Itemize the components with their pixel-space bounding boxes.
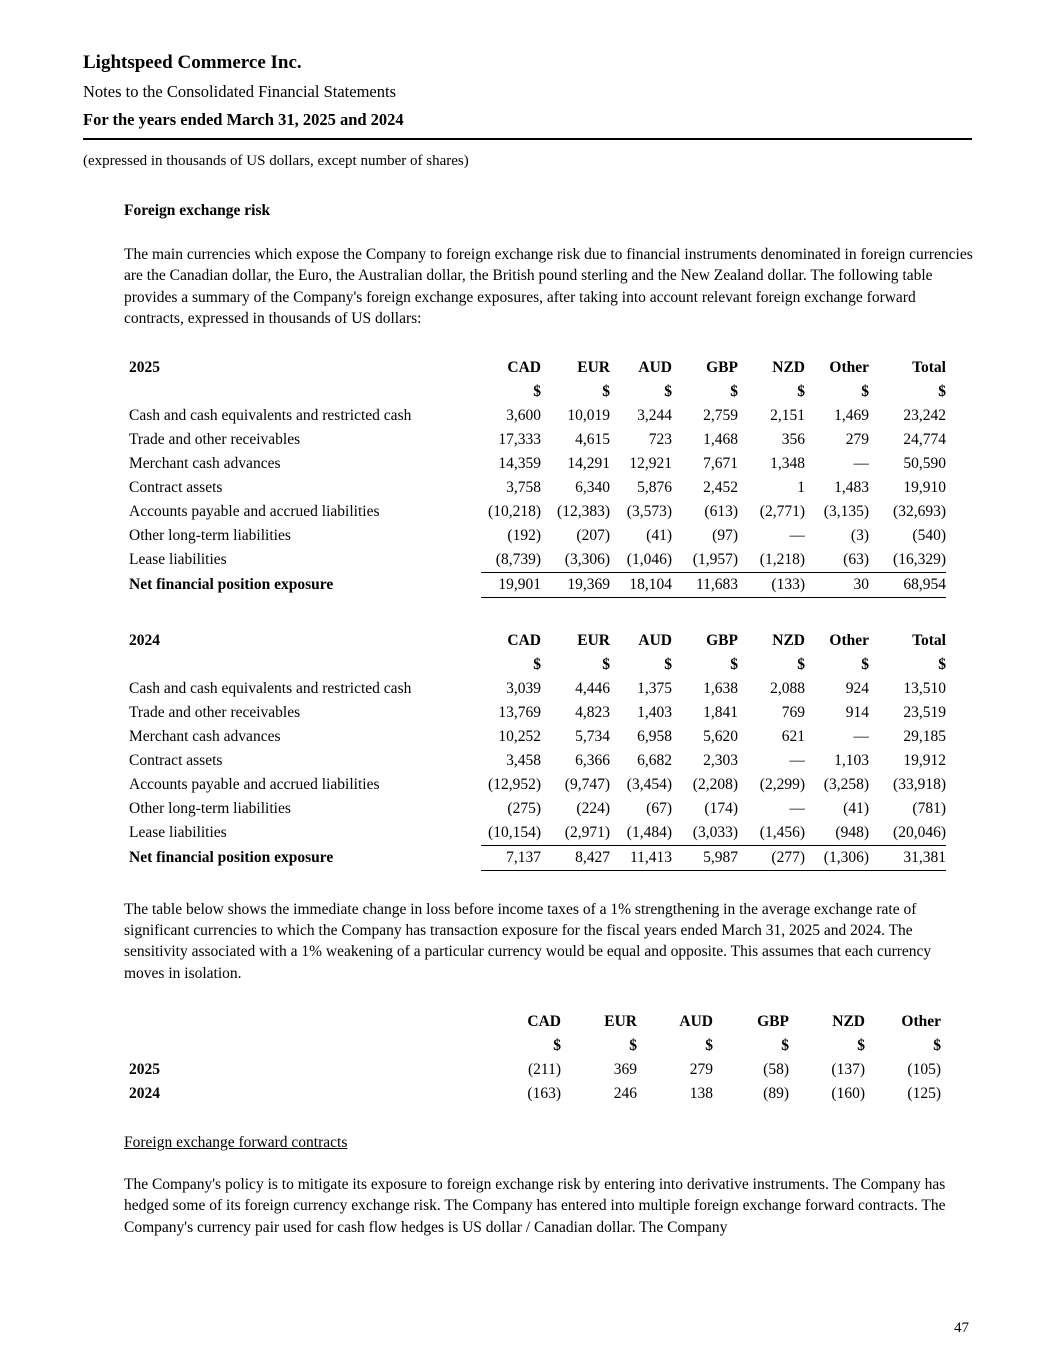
row-label: Lease liabilities xyxy=(129,824,227,841)
table-row xyxy=(129,1058,941,1082)
cell-value: 1,103 xyxy=(834,751,869,769)
cell-value: (948) xyxy=(835,823,869,841)
cell-value: (3) xyxy=(850,526,869,544)
cell-value: (33,918) xyxy=(893,775,946,793)
cell-value: (540) xyxy=(912,526,946,544)
table-year-label xyxy=(129,1010,485,1034)
cell-value: 1 xyxy=(797,478,805,496)
cell-value: (58) xyxy=(763,1061,789,1078)
cell-value: 621 xyxy=(781,727,805,745)
cell-value: 6,682 xyxy=(637,751,672,769)
cell-value: (12,383) xyxy=(557,502,610,520)
expressed-note: (expressed in thousands of US dollars, except number of shares) xyxy=(83,153,469,169)
currency-symbol-cell: $ xyxy=(797,382,805,400)
cell-value: 29,185 xyxy=(903,727,946,745)
cell-value: 279 xyxy=(689,1061,713,1078)
forward-contracts-heading: Foreign exchange forward contracts xyxy=(124,1134,348,1151)
column-header-eur: EUR xyxy=(577,358,610,376)
currency-symbol-cell: $ xyxy=(705,1037,713,1054)
column-header-aud: AUD xyxy=(638,358,672,376)
column-header-nzd: NZD xyxy=(772,631,805,649)
cell-value: 246 xyxy=(613,1085,637,1102)
cell-value: 50,590 xyxy=(903,454,946,472)
total-cell-value: (277) xyxy=(738,845,805,870)
cell-value: 279 xyxy=(845,430,869,448)
cell-value: (89) xyxy=(763,1085,789,1102)
column-header-eur: EUR xyxy=(577,631,610,649)
table-row xyxy=(129,821,946,846)
total-cell-value: 8,427 xyxy=(541,845,610,870)
cell-value: (2,771) xyxy=(759,502,805,520)
section-heading: Foreign exchange risk xyxy=(124,202,271,219)
column-header-nzd: NZD xyxy=(772,358,805,376)
table-year-label: 2024 xyxy=(129,631,160,649)
table-row xyxy=(129,677,946,701)
cell-value: (9,747) xyxy=(564,775,610,793)
cell-value: 5,876 xyxy=(637,478,672,496)
table-row xyxy=(129,428,946,452)
column-header-aud: AUD xyxy=(679,1013,713,1030)
cell-value: (41) xyxy=(843,799,869,817)
total-cell-value: 30 xyxy=(805,572,869,597)
currency-symbol-row xyxy=(129,1034,941,1058)
cell-value: (8,739) xyxy=(495,550,541,568)
cell-value: (12,952) xyxy=(488,775,541,793)
cell-value: 3,600 xyxy=(506,406,541,424)
cell-value: 1,348 xyxy=(770,454,805,472)
spacer-cell xyxy=(129,380,481,404)
currency-symbol-cell: $ xyxy=(938,382,946,400)
exposure-table-2024 xyxy=(129,629,946,871)
table-row xyxy=(129,500,946,524)
total-cell-value: 11,683 xyxy=(672,572,738,597)
cell-value: (224) xyxy=(576,799,610,817)
row-label: Cash and cash equivalents and restricted cash xyxy=(129,679,412,697)
cell-value: (163) xyxy=(527,1085,561,1102)
cell-value: 2,088 xyxy=(770,679,805,697)
cell-value: — xyxy=(789,751,805,769)
column-header-gbp: GBP xyxy=(757,1013,789,1030)
table-row xyxy=(129,773,946,797)
table-row xyxy=(129,701,946,725)
cell-value: (32,693) xyxy=(893,502,946,520)
column-header-cad: CAD xyxy=(507,358,541,376)
total-cell-value: 7,137 xyxy=(481,845,541,870)
sensitivity-table xyxy=(129,1010,941,1106)
cell-value: 769 xyxy=(781,703,805,721)
cell-value: (3,454) xyxy=(626,775,672,793)
table-header-row xyxy=(129,629,946,653)
row-label: Contract assets xyxy=(129,478,223,496)
currency-symbol-cell: $ xyxy=(781,1037,789,1054)
table-row xyxy=(129,725,946,749)
cell-value: 5,620 xyxy=(703,727,738,745)
cell-value: 19,912 xyxy=(903,751,946,769)
total-cell-value: (1,306) xyxy=(805,845,869,870)
cell-value: (105) xyxy=(907,1061,941,1078)
currency-symbol-cell: $ xyxy=(797,655,805,673)
row-label: Accounts payable and accrued liabilities xyxy=(129,775,380,793)
cell-value: 24,774 xyxy=(903,430,946,448)
sensitivity-paragraph: The table below shows the immediate change in loss before income taxes of a 1% strengthening in the average exchange rate of significant currencies to which the Company has transaction exposure for the fiscal years ended March 31, 2025 and 2024. The sensitivity associated with a 1% weakening of a particular currency would be equal and opposite. This assumes that each currency moves in isolation. xyxy=(124,900,932,982)
total-row-label: Net financial position exposure xyxy=(129,576,334,593)
cell-value: (3,033) xyxy=(692,823,738,841)
currency-symbol-cell: $ xyxy=(533,655,541,673)
spacer-cell xyxy=(129,653,481,677)
cell-value: — xyxy=(853,454,869,472)
table-row xyxy=(129,548,946,573)
forward-contracts-paragraph: The Company's policy is to mitigate its exposure to foreign exchange risk by entering into derivative instruments. The Company has hedged some of its foreign currency exchange risk. The Company has entered into multiple foreign exchange forward contracts. The Company's currency pair used for cash flow hedges is US dollar / Canadian dollar. The Company xyxy=(124,1176,946,1236)
column-header-nzd: NZD xyxy=(832,1013,865,1030)
cell-value: (2,299) xyxy=(759,775,805,793)
currency-symbol-cell: $ xyxy=(730,382,738,400)
table-row xyxy=(129,404,946,428)
cell-value: 1,841 xyxy=(703,703,738,721)
cell-value: (10,218) xyxy=(488,502,541,520)
cell-value: 1,468 xyxy=(703,430,738,448)
currency-symbol-cell: $ xyxy=(629,1037,637,1054)
cell-value: (63) xyxy=(843,550,869,568)
table-row xyxy=(129,749,946,773)
cell-value: 13,769 xyxy=(498,703,541,721)
cell-value: 12,921 xyxy=(629,454,672,472)
cell-value: 1,375 xyxy=(637,679,672,697)
row-label: Lease liabilities xyxy=(129,551,227,568)
cell-value: (781) xyxy=(912,799,946,817)
page-number: 47 xyxy=(954,1320,969,1336)
cell-value: (1,484) xyxy=(626,823,672,841)
table-total-row xyxy=(129,572,946,597)
total-cell-value: 68,954 xyxy=(869,572,946,597)
column-header-cad: CAD xyxy=(507,631,541,649)
row-label: Accounts payable and accrued liabilities xyxy=(129,502,380,520)
cell-value: 2,452 xyxy=(703,478,738,496)
cell-value: 13,510 xyxy=(903,679,946,697)
cell-value: 723 xyxy=(648,430,672,448)
table-header-row xyxy=(129,356,946,380)
row-label: Other long-term liabilities xyxy=(129,526,291,544)
cell-value: (1,456) xyxy=(759,823,805,841)
cell-value: 3,758 xyxy=(506,478,541,496)
row-label: 2024 xyxy=(129,1085,160,1102)
cell-value: (2,971) xyxy=(564,823,610,841)
cell-value: — xyxy=(789,526,805,544)
column-header-aud: AUD xyxy=(638,631,672,649)
table-row xyxy=(129,524,946,548)
cell-value: (3,306) xyxy=(564,550,610,568)
cell-value: (3,573) xyxy=(626,502,672,520)
column-header-other: Other xyxy=(829,358,869,376)
cell-value: 19,910 xyxy=(903,478,946,496)
currency-symbol-cell: $ xyxy=(602,655,610,673)
currency-symbol-cell: $ xyxy=(553,1037,561,1054)
total-cell-value: 31,381 xyxy=(869,845,946,870)
column-header-cad: CAD xyxy=(527,1013,561,1030)
cell-value: 10,252 xyxy=(498,727,541,745)
cell-value: (174) xyxy=(704,799,738,817)
cell-value: 5,734 xyxy=(575,727,610,745)
currency-symbol-cell: $ xyxy=(664,655,672,673)
cell-value: 924 xyxy=(845,679,869,697)
cell-value: 1,403 xyxy=(637,703,672,721)
currency-symbol-row xyxy=(129,653,946,677)
cell-value: (16,329) xyxy=(893,550,946,568)
row-label: Cash and cash equivalents and restricted cash xyxy=(129,406,412,424)
cell-value: 2,759 xyxy=(703,406,738,424)
row-label: Trade and other receivables xyxy=(129,430,301,448)
cell-value: 23,519 xyxy=(903,703,946,721)
cell-value: (211) xyxy=(528,1061,561,1078)
table-total-row xyxy=(129,845,946,870)
cell-value: 6,340 xyxy=(575,478,610,496)
column-header-gbp: GBP xyxy=(706,631,738,649)
column-header-other: Other xyxy=(829,631,869,649)
cell-value: 3,039 xyxy=(506,679,541,697)
cell-value: 10,019 xyxy=(567,406,610,424)
cell-value: — xyxy=(853,727,869,745)
total-row-label: Net financial position exposure xyxy=(129,849,334,866)
cell-value: (160) xyxy=(831,1085,865,1102)
cell-value: 7,671 xyxy=(703,454,738,472)
cell-value: 6,958 xyxy=(637,727,672,745)
cell-value: (192) xyxy=(507,526,541,544)
cell-value: 3,244 xyxy=(637,406,672,424)
currency-symbol-cell: $ xyxy=(861,655,869,673)
cell-value: 2,303 xyxy=(703,751,738,769)
row-label: Merchant cash advances xyxy=(129,727,281,745)
table-row xyxy=(129,452,946,476)
cell-value: (125) xyxy=(907,1085,941,1102)
page-content xyxy=(83,202,972,1238)
row-label: Merchant cash advances xyxy=(129,454,281,472)
cell-value: 14,291 xyxy=(567,454,610,472)
table-row xyxy=(129,797,946,821)
cell-value: (613) xyxy=(704,502,738,520)
cell-value: 2,151 xyxy=(770,406,805,424)
spacer-cell xyxy=(129,1034,485,1058)
currency-symbol-row xyxy=(129,380,946,404)
cell-value: (3,135) xyxy=(823,502,869,520)
cell-value: (137) xyxy=(831,1061,865,1078)
row-label: Contract assets xyxy=(129,751,223,769)
cell-value: 1,469 xyxy=(834,406,869,424)
table-row xyxy=(129,476,946,500)
cell-value: (207) xyxy=(576,526,610,544)
cell-value: 369 xyxy=(613,1061,637,1078)
column-header-total: Total xyxy=(912,631,946,649)
cell-value: 17,333 xyxy=(498,430,541,448)
column-header-gbp: GBP xyxy=(706,358,738,376)
cell-value: 1,638 xyxy=(703,679,738,697)
table-year-label: 2025 xyxy=(129,358,160,376)
cell-value: — xyxy=(789,799,805,817)
cell-value: (1,957) xyxy=(692,550,738,568)
cell-value: (3,258) xyxy=(823,775,869,793)
cell-value: 4,446 xyxy=(575,679,610,697)
cell-value: (20,046) xyxy=(893,823,946,841)
cell-value: 23,242 xyxy=(903,406,946,424)
cell-value: (97) xyxy=(712,526,738,544)
column-header-total: Total xyxy=(912,358,946,376)
cell-value: (2,208) xyxy=(692,775,738,793)
header-rule xyxy=(83,138,972,140)
company-name: Lightspeed Commerce Inc. xyxy=(83,52,302,73)
cell-value: 3,458 xyxy=(506,751,541,769)
doc-subtitle: Notes to the Consolidated Financial Statements xyxy=(83,82,396,101)
cell-value: (10,154) xyxy=(488,823,541,841)
currency-symbol-cell: $ xyxy=(664,382,672,400)
cell-value: (41) xyxy=(646,526,672,544)
row-label: Trade and other receivables xyxy=(129,703,301,721)
currency-symbol-cell: $ xyxy=(730,655,738,673)
column-header-other: Other xyxy=(901,1013,941,1030)
column-header-eur: EUR xyxy=(604,1013,637,1030)
total-cell-value: 18,104 xyxy=(610,572,672,597)
currency-symbol-cell: $ xyxy=(602,382,610,400)
currency-symbol-cell: $ xyxy=(933,1037,941,1054)
cell-value: (1,046) xyxy=(626,550,672,568)
cell-value: 4,615 xyxy=(575,430,610,448)
total-cell-value: 19,369 xyxy=(541,572,610,597)
row-label: 2025 xyxy=(129,1061,160,1078)
cell-value: 14,359 xyxy=(498,454,541,472)
row-label: Other long-term liabilities xyxy=(129,799,291,817)
currency-symbol-cell: $ xyxy=(938,655,946,673)
currency-symbol-cell: $ xyxy=(533,382,541,400)
doc-period: For the years ended March 31, 2025 and 2024 xyxy=(83,110,404,129)
cell-value: (275) xyxy=(507,799,541,817)
currency-symbol-cell: $ xyxy=(861,382,869,400)
cell-value: 356 xyxy=(781,430,805,448)
table-header-row xyxy=(129,1010,941,1034)
cell-value: 1,483 xyxy=(834,478,869,496)
intro-paragraph: The main currencies which expose the Company to foreign exchange risk due to financial instruments denominated in foreign currencies are the Canadian dollar, the Euro, the Australian dollar, the British pound sterling and the New Zealand dollar. The following table provides a summary of the Company's foreign exchange exposures, after taking into account relevant foreign exchange forward contracts, expressed in thousands of US dollars: xyxy=(124,246,973,328)
total-cell-value: 5,987 xyxy=(672,845,738,870)
currency-symbol-cell: $ xyxy=(857,1037,865,1054)
cell-value: 138 xyxy=(689,1085,713,1102)
total-cell-value: (133) xyxy=(738,572,805,597)
cell-value: 4,823 xyxy=(575,703,610,721)
cell-value: 914 xyxy=(845,703,869,721)
exposure-table-2025 xyxy=(129,356,946,598)
total-cell-value: 19,901 xyxy=(481,572,541,597)
cell-value: (1,218) xyxy=(759,550,805,568)
table-row xyxy=(129,1082,941,1106)
total-cell-value: 11,413 xyxy=(610,845,672,870)
cell-value: (67) xyxy=(646,799,672,817)
cell-value: 6,366 xyxy=(575,751,610,769)
